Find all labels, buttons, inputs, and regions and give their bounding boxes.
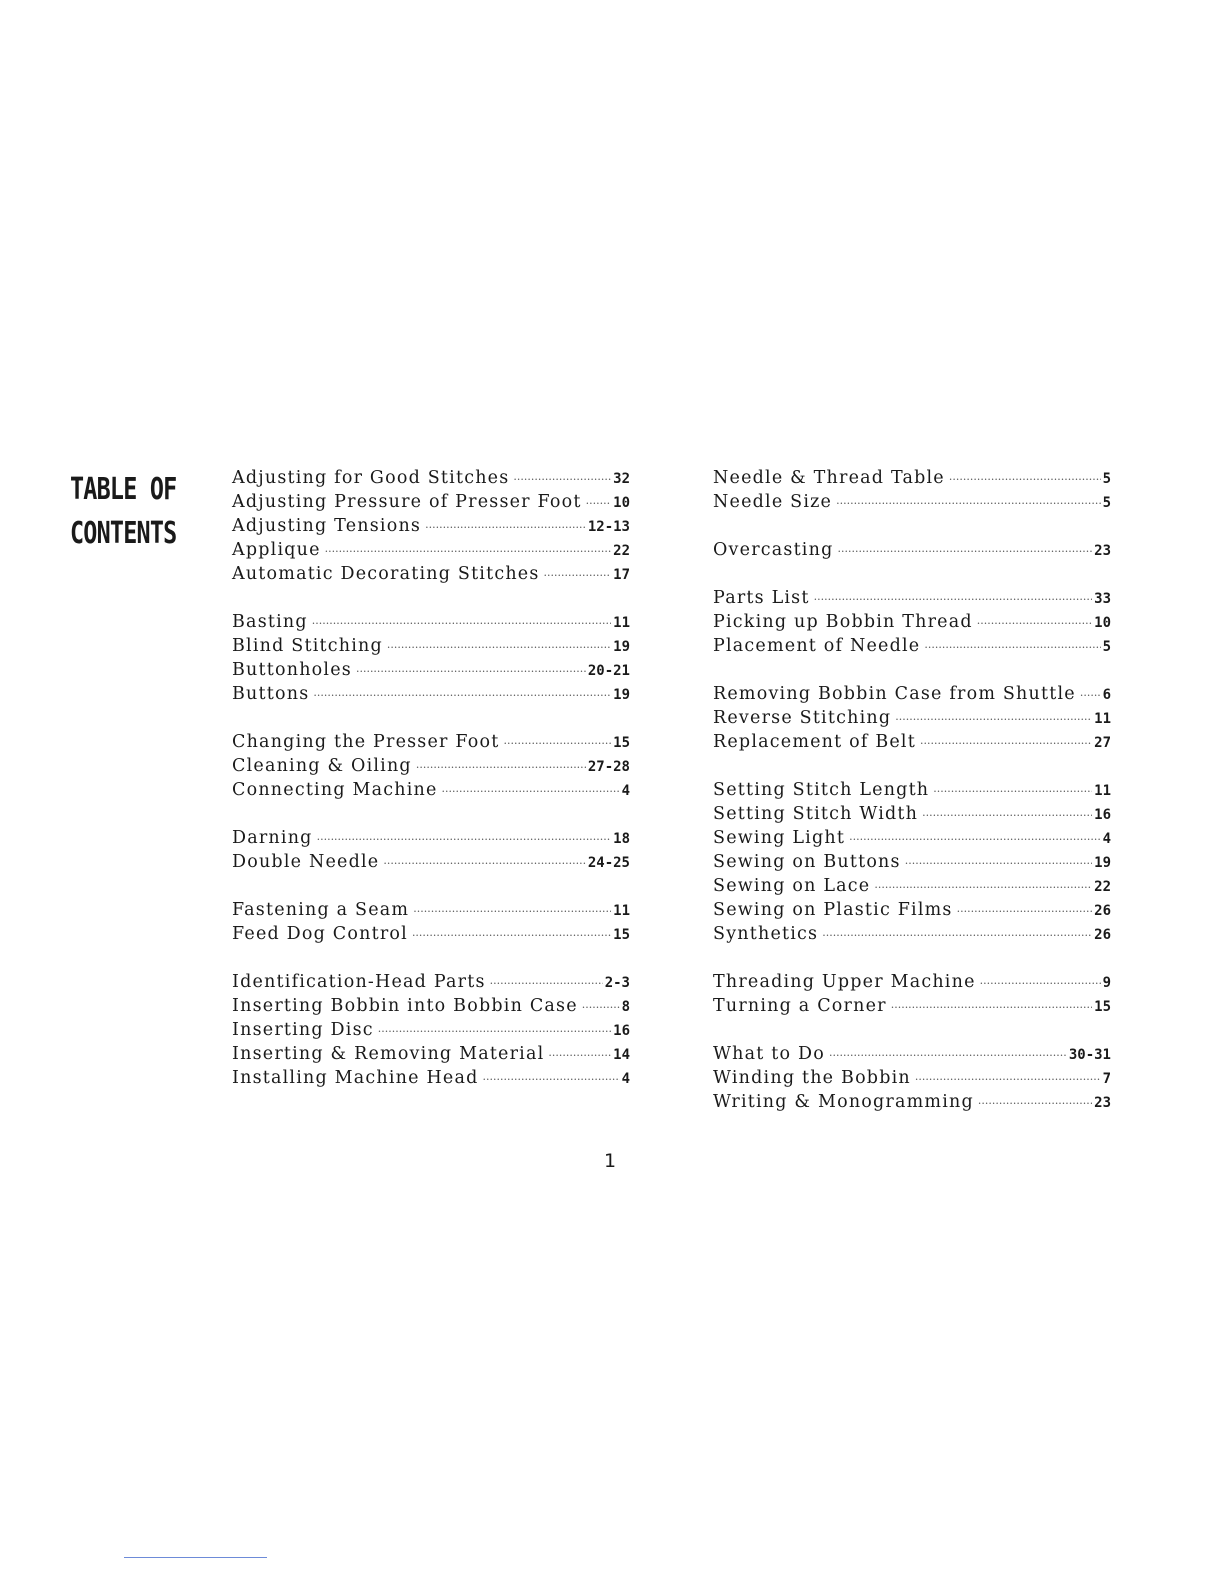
toc-entry <box>713 610 1111 634</box>
toc-left-column <box>232 466 630 1114</box>
dot-leader <box>895 708 1092 732</box>
toc-entry-title: Synthetics <box>713 924 819 944</box>
toc-entry-title: Winding the Bobbin <box>713 1068 911 1088</box>
toc-entry <box>232 1018 630 1042</box>
dot-leader <box>978 1092 1092 1116</box>
toc-entry-title: Buttons <box>232 684 310 704</box>
toc-entry-title: Picking up Bobbin Thread <box>713 612 973 632</box>
toc-entry-page: 26 <box>1094 903 1111 919</box>
toc-entry <box>713 730 1111 754</box>
toc-entry-title: What to Do <box>713 1044 825 1064</box>
toc-entry-page: 5 <box>1102 639 1111 655</box>
toc-entry-title: Adjusting Pressure of Presser Foot <box>232 492 582 512</box>
toc-entry-title: Blind Stitching <box>232 636 383 656</box>
toc-entry <box>713 706 1111 730</box>
toc-entry <box>713 1066 1111 1090</box>
toc-entry-page: 11 <box>613 903 630 919</box>
toc-entry <box>713 922 1111 946</box>
toc-entry <box>232 1042 630 1066</box>
toc-heading <box>70 468 176 556</box>
heading-line-2: CONTENTS <box>70 516 177 551</box>
dot-leader <box>548 1044 611 1068</box>
toc-entry-page: 24-25 <box>587 855 630 871</box>
toc-entry-page: 15 <box>1094 999 1111 1015</box>
toc-group <box>232 730 630 802</box>
toc-entry-page: 22 <box>1094 879 1111 895</box>
toc-entry-title: Removing Bobbin Case from Shuttle <box>713 684 1076 704</box>
toc-entry-title: Setting Stitch Length <box>713 780 930 800</box>
toc-entry-page: 14 <box>613 1047 630 1063</box>
toc-group <box>713 1042 1111 1114</box>
toc-entry-page: 4 <box>621 1071 630 1087</box>
toc-entry-title: Turning a Corner <box>713 996 887 1016</box>
toc-entry <box>713 490 1111 514</box>
toc-entry-title: Installing Machine Head <box>232 1068 479 1088</box>
dot-leader <box>915 1068 1101 1092</box>
dot-leader <box>586 492 612 516</box>
toc-entry <box>232 466 630 490</box>
dot-leader <box>513 468 611 492</box>
toc-entry-page: 22 <box>613 543 630 559</box>
dot-leader <box>836 492 1100 516</box>
toc-entry-title: Inserting Disc <box>232 1020 374 1040</box>
toc-group <box>713 538 1111 562</box>
dot-leader <box>317 828 612 852</box>
toc-entry <box>232 922 630 946</box>
dot-leader <box>849 828 1100 852</box>
heading-line-1: TABLE OF <box>70 472 177 507</box>
toc-entry-title: Fastening a Seam <box>232 900 410 920</box>
dot-leader <box>957 900 1093 924</box>
toc-group <box>232 826 630 874</box>
dot-leader <box>383 852 586 876</box>
dot-leader <box>1080 684 1101 708</box>
toc-entry-page: 11 <box>613 615 630 631</box>
dot-leader <box>416 756 586 780</box>
toc-entry-page: 5 <box>1102 471 1111 487</box>
toc-entry-title: Writing & Monogramming <box>713 1092 974 1112</box>
toc-entry-page: 4 <box>1102 831 1111 847</box>
toc-right-column <box>713 466 1111 1138</box>
toc-group <box>713 586 1111 658</box>
footer-rule <box>124 1557 267 1558</box>
dot-leader <box>977 612 1092 636</box>
toc-entry <box>713 682 1111 706</box>
toc-entry-title: Buttonholes <box>232 660 352 680</box>
dot-leader <box>313 684 611 708</box>
dot-leader <box>924 636 1100 660</box>
toc-entry <box>232 730 630 754</box>
toc-entry-page: 10 <box>613 495 630 511</box>
toc-entry-page: 27 <box>1094 735 1111 751</box>
toc-entry-title: Sewing on Buttons <box>713 852 901 872</box>
toc-group <box>232 898 630 946</box>
toc-entry-title: Setting Stitch Width <box>713 804 919 824</box>
toc-entry-page: 4 <box>621 783 630 799</box>
toc-group <box>713 682 1111 754</box>
page-number: 1 <box>604 1150 617 1172</box>
toc-entry <box>232 754 630 778</box>
toc-entry-title: Overcasting <box>713 540 834 560</box>
toc-entry <box>232 898 630 922</box>
dot-leader <box>874 876 1092 900</box>
toc-entry-title: Connecting Machine <box>232 780 438 800</box>
toc-entry <box>713 874 1111 898</box>
toc-entry <box>713 826 1111 850</box>
toc-entry <box>232 682 630 706</box>
toc-entry-page: 23 <box>1094 1095 1111 1111</box>
toc-group <box>232 970 630 1090</box>
toc-entry-page: 5 <box>1102 495 1111 511</box>
toc-entry-page: 32 <box>613 471 630 487</box>
toc-entry-page: 6 <box>1102 687 1111 703</box>
toc-entry-title: Needle Size <box>713 492 833 512</box>
toc-entry <box>232 994 630 1018</box>
dot-leader <box>837 540 1092 564</box>
toc-entry <box>232 514 630 538</box>
dot-leader <box>387 636 611 660</box>
toc-entry <box>232 1066 630 1090</box>
toc-entry-page: 27-28 <box>587 759 630 775</box>
dot-leader <box>922 804 1092 828</box>
dot-leader <box>905 852 1092 876</box>
toc-entry-page: 17 <box>613 567 630 583</box>
toc-entry-page: 18 <box>613 831 630 847</box>
toc-entry-title: Double Needle <box>232 852 380 872</box>
dot-leader <box>980 972 1101 996</box>
toc-entry <box>713 538 1111 562</box>
dot-leader <box>378 1020 611 1044</box>
toc-entry-page: 23 <box>1094 543 1111 559</box>
toc-group <box>232 466 630 586</box>
dot-leader <box>490 972 603 996</box>
toc-entry-title: Identification-Head Parts <box>232 972 486 992</box>
toc-entry <box>713 850 1111 874</box>
dot-leader <box>822 924 1092 948</box>
toc-entry <box>232 826 630 850</box>
toc-entry <box>713 898 1111 922</box>
toc-entry-title: Changing the Presser Foot <box>232 732 500 752</box>
toc-entry-page: 19 <box>1094 855 1111 871</box>
toc-entry-page: 15 <box>613 735 630 751</box>
toc-group <box>713 778 1111 946</box>
toc-entry-page: 10 <box>1094 615 1111 631</box>
toc-entry-title: Inserting & Removing Material <box>232 1044 545 1064</box>
toc-entry-page: 11 <box>1094 783 1111 799</box>
dot-leader <box>442 780 620 804</box>
toc-entry <box>713 466 1111 490</box>
toc-entry <box>713 970 1111 994</box>
toc-entry-title: Darning <box>232 828 313 848</box>
dot-leader <box>325 540 611 564</box>
dot-leader <box>829 1044 1067 1068</box>
toc-entry-page: 9 <box>1102 975 1111 991</box>
toc-entry-page: 2-3 <box>604 975 630 991</box>
toc-entry-page: 7 <box>1102 1071 1111 1087</box>
dot-leader <box>949 468 1101 492</box>
toc-entry-title: Applique <box>232 540 321 560</box>
toc-entry <box>713 1042 1111 1066</box>
toc-entry-title: Cleaning & Oiling <box>232 756 412 776</box>
toc-entry-title: Adjusting Tensions <box>232 516 422 536</box>
toc-entry-title: Adjusting for Good Stitches <box>232 468 510 488</box>
toc-entry <box>713 778 1111 802</box>
toc-entry <box>713 994 1111 1018</box>
toc-entry <box>713 1090 1111 1114</box>
dot-leader <box>582 996 620 1020</box>
toc-entry <box>232 562 630 586</box>
dot-leader <box>425 516 586 540</box>
dot-leader <box>891 996 1092 1020</box>
toc-entry-title: Basting <box>232 612 308 632</box>
toc-entry <box>232 634 630 658</box>
toc-entry <box>713 586 1111 610</box>
dot-leader <box>412 924 611 948</box>
toc-entry-title: Parts List <box>713 588 810 608</box>
toc-entry-page: 12-13 <box>587 519 630 535</box>
toc-entry-page: 15 <box>613 927 630 943</box>
toc-entry <box>232 610 630 634</box>
dot-leader <box>356 660 586 684</box>
toc-entry-page: 20-21 <box>587 663 630 679</box>
toc-entry-title: Inserting Bobbin into Bobbin Case <box>232 996 578 1016</box>
toc-entry-title: Needle & Thread Table <box>713 468 945 488</box>
toc-entry-page: 26 <box>1094 927 1111 943</box>
toc-entry-title: Sewing on Plastic Films <box>713 900 953 920</box>
toc-entry-page: 8 <box>621 999 630 1015</box>
toc-entry-title: Feed Dog Control <box>232 924 408 944</box>
toc-group <box>713 970 1111 1018</box>
toc-entry-title: Placement of Needle <box>713 636 921 656</box>
toc-entry-page: 30-31 <box>1068 1047 1111 1063</box>
dot-leader <box>503 732 611 756</box>
dot-leader <box>483 1068 620 1092</box>
dot-leader <box>413 900 611 924</box>
toc-entry <box>232 490 630 514</box>
toc-entry <box>232 658 630 682</box>
dot-leader <box>814 588 1093 612</box>
toc-entry-title: Sewing on Lace <box>713 876 871 896</box>
toc-entry-title: Sewing Light <box>713 828 846 848</box>
toc-entry <box>232 970 630 994</box>
toc-group <box>232 610 630 706</box>
toc-entry-page: 16 <box>1094 807 1111 823</box>
toc-entry-title: Replacement of Belt <box>713 732 916 752</box>
toc-entry-page: 19 <box>613 639 630 655</box>
toc-entry-title: Reverse Stitching <box>713 708 892 728</box>
toc-entry <box>713 634 1111 658</box>
toc-entry-page: 33 <box>1094 591 1111 607</box>
toc-entry <box>232 778 630 802</box>
toc-entry-page: 19 <box>613 687 630 703</box>
toc-entry-page: 11 <box>1094 711 1111 727</box>
toc-entry <box>232 850 630 874</box>
dot-leader <box>920 732 1092 756</box>
toc-entry-title: Threading Upper Machine <box>713 972 976 992</box>
toc-entry-title: Automatic Decorating Stitches <box>232 564 540 584</box>
dot-leader <box>544 564 612 588</box>
toc-entry <box>713 802 1111 826</box>
toc-entry-page: 16 <box>613 1023 630 1039</box>
toc-entry <box>232 538 630 562</box>
dot-leader <box>312 612 611 636</box>
toc-group <box>713 466 1111 514</box>
dot-leader <box>933 780 1092 804</box>
